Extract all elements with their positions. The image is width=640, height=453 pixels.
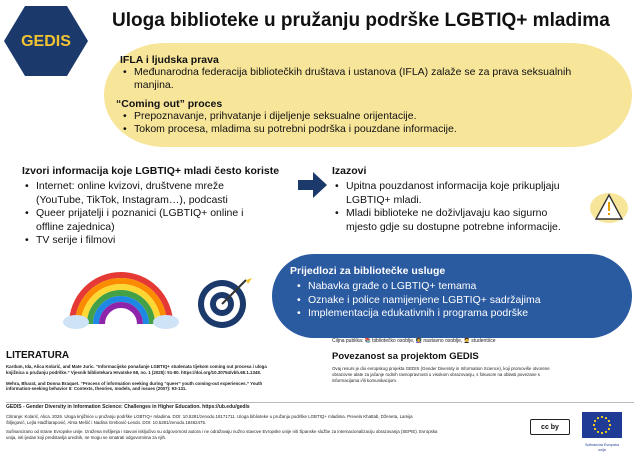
coming-out-content [116,98,616,136]
challenge-item [332,180,602,207]
citation-line: Citiranje: Kolarić, Alica. 2026. Uloga knjižnice u pružanju podrške LGBTIQ+ mladima. DOI: 10.5281/zenodo.18171711. Uloga biblioteke u pružanju podrške LGBTIQ+ mladima. Prevela Khattab, Dženeta, Lamija [6,413,413,419]
footer-divider [6,402,634,403]
eu-star [601,432,603,434]
challenge-item-line: Upitna pouzdanost informacija koje prikupljaju [346,180,560,192]
ifla-heading: IFLA i ljudska prava [120,54,219,66]
literature-section [6,350,306,392]
citation-line: Šiljegović, Lejla Hadžiarapović, Alma Mešić i Nadina Grebović-Lendo. DOI: 10.5281/zenodo.18462475. [6,419,207,425]
rainbow-illustration [62,268,180,330]
sources-section [22,165,292,248]
eu-star [601,416,603,418]
footer-funding [6,429,506,441]
coming-out-heading: “Coming out” proces [116,98,223,110]
footer-project-line: GEDIS - Gender Diversity in Information Science: Challenges in Higher Education. https://ub.edu/gedis [6,404,250,410]
coming-out-bullet: • Prepoznavanje, prihvatanje i dijeljenje seksualne orijentacije. [120,110,616,123]
eu-star [609,424,611,426]
eu-star [593,424,595,426]
challenge-item-line: LGBTIQ+ mladi. [346,193,422,206]
source-item-line: offline zajednica) [36,220,115,233]
reference-line: knjižnica u pružanju podrške.” Vjesnik bibliotekara Hrvatske 68, no. 1 (2025): 51-80. https://doi.org/10.30754/vbh.68.1.1348. [6,369,261,375]
source-item-line: Internet: online kvizovi, društvene mreže [36,180,224,192]
eu-star [594,428,596,430]
logo-text: GEDIS [21,33,71,50]
proposal-item: • Nabavka građe o LGBTIQ+ temama [294,280,620,294]
source-item-line: (YouTube, TikTok, Instagram…), podcasti [36,193,228,206]
challenges-section [332,165,602,234]
audience-line: Ciljna publika: 📚 bibliotečko osoblje, 👩‍🏫 nastavno osoblje, 🧑‍🎓 studenti/ce [332,338,496,344]
proposal-item: • Implementacija edukativnih i programa podrške [294,307,620,321]
footer-citation [6,414,506,426]
challenges-heading: Izazovi [332,165,367,177]
reference-line: information-seeking behavior II: Contexts, theories, models, and issues (2007): 93-131. [6,386,187,392]
eu-star [605,417,607,419]
footer-content [6,405,506,441]
eu-star [594,420,596,422]
gedis-project-text [332,366,632,383]
proposals-content [290,265,620,321]
coming-out-bullet: • Tokom procesa, mladima su potrebni podrška i pouzdane informacije. [120,123,616,136]
reference-item [6,364,306,376]
funding-line: unija, niti ijedan koji predstavlja urednik, ne mogu se smatrati odgovornima za njih. [6,435,167,441]
eu-funding-mark [582,412,622,452]
warning-icon [588,190,630,226]
source-item-line: Queer prijatelji i poznanici (LGBTIQ+ online i [36,207,244,219]
ifla-bullet-line: manjina. [134,79,174,91]
ifla-bullet [120,66,620,92]
eu-star [597,431,599,433]
challenge-item [332,207,602,234]
source-item [22,207,292,234]
arrow-right-icon [298,171,328,199]
eu-star [605,431,607,433]
eu-star [608,420,610,422]
page-title: Uloga biblioteke u pružanju podrške LGBTIQ+ mladima [112,10,610,31]
funding-line: Sufinancirano od strane Evropske unije. Izražena mišljenja i stavovi isključivo su odgovornost autora i ne odražavaju nužno stavove Evropske unije niti Španske službe za internacionalizaciju obrazovanja (SEPIE). Evropska [6,429,438,435]
ifla-bullet-line: Međunarodna federacija bibliotečkih društava i ustanova (IFLA) zalaže se za prava seksualnih [134,66,572,78]
eu-funding-label: Sufinancira Evropska unija [585,443,619,452]
cc-license-badge[interactable] [530,419,570,435]
reference-item [6,381,306,393]
sources-heading: Izvori informacija koje LGBTIQ+ mladi često koriste [22,165,280,177]
gedis-project-line: informacijama i/ili komunikacijom. [332,377,398,383]
intro-content [120,54,620,92]
gedis-logo [4,4,88,78]
eu-star [597,417,599,419]
challenge-item-line: mjesto gdje su dostupne potrebne informacije. [346,220,561,233]
source-item-line: TV serije i filmovi [36,234,116,246]
gedis-project-line: Ovaj resurs je dio evropskog projekta GEDIS (Gender Diversity in Information Science), koji promoviše otvorene [332,366,550,371]
source-item [22,180,292,207]
challenge-item-line: Mladi biblioteke ne doživljavaju kao sigurno [346,207,548,219]
reference-line: Mehra, Bharat, and Donna Braquet. “Process of information seeking during “queer” youth coming-out experiences.” Youth [6,380,263,386]
proposals-heading: Prijedlozi za bibliotečke usluge [290,265,446,277]
proposal-item: • Oznake i police namijenjene LGBTIQ+ sadržajima [294,294,620,308]
eu-star [608,428,610,430]
gedis-project-heading: Povezanost sa projektom GEDIS [332,351,479,362]
gedis-project-line: obrazovne alate za jačanje rodnih ravnopravnosti u visokom obrazovanju, s fokusom na oblasti povezane s [332,371,540,377]
target-icon [196,272,254,330]
eu-flag-icon [582,412,622,438]
reference-line: Kardum, Ida, Alica Kolarić, and Mate Juric. “Informacijsko ponašanje LGBTIQ+ studenata tijekom coming out procesa i uloga [6,364,267,369]
literature-heading: LITERATURA [6,350,70,361]
cc-license-label: cc by [541,423,559,431]
gedis-project-section [332,351,632,383]
source-item [22,234,292,248]
